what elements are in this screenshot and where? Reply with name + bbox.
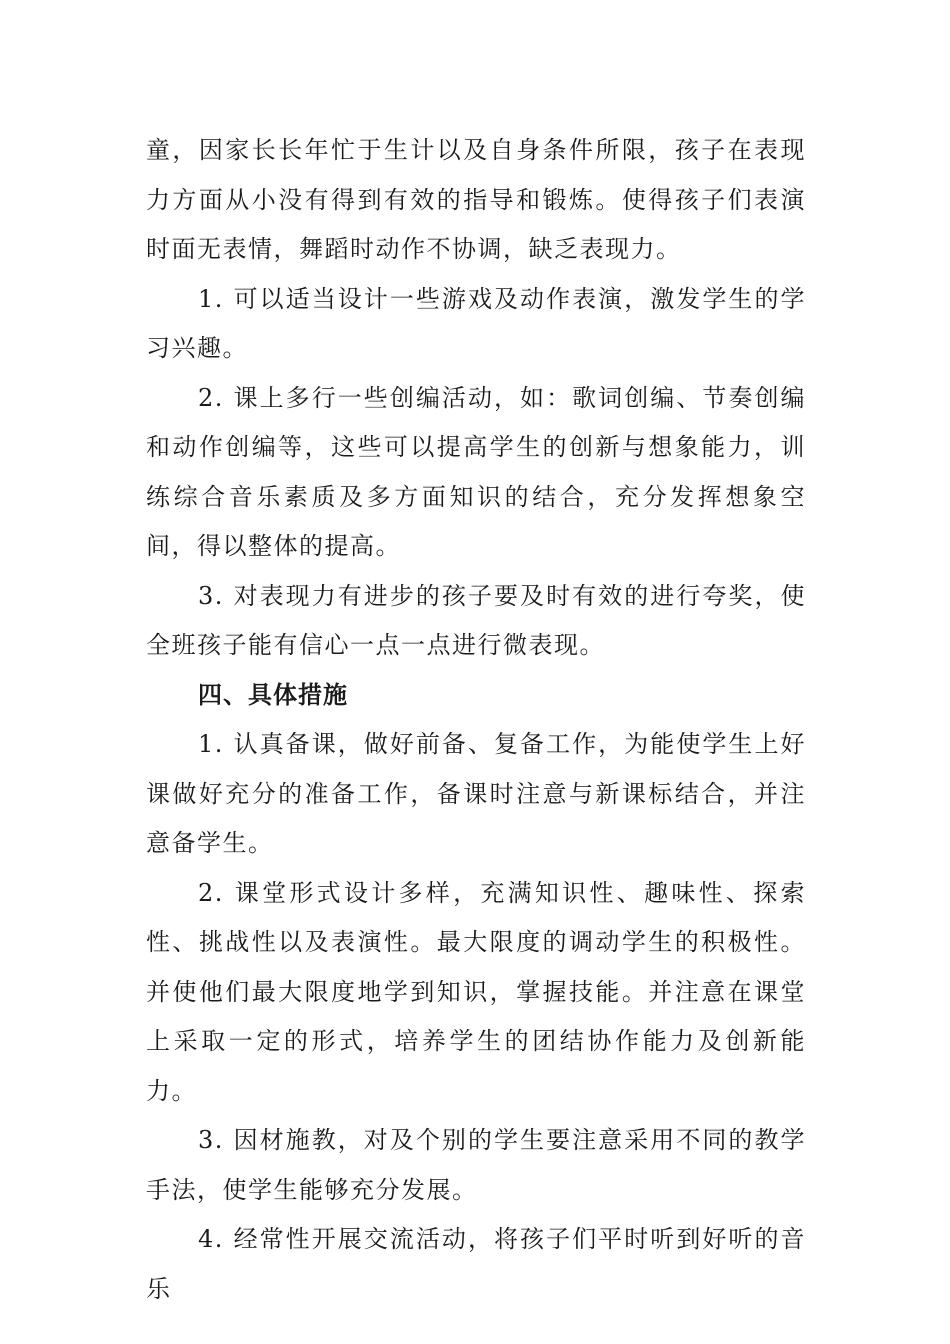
paragraph-measure-3: 3. 因材施教，对及个别的学生要注意采用不同的教学手法，使学生能够充分发展。	[146, 1126, 806, 1204]
paragraph-measure-2: 2. 课堂形式设计多样，充满知识性、趣味性、探索性、挑战性以及表演性。最大限度的调动学生的积极性。并使他们最大限度地学到知识，掌握技能。并注意在课堂上采取一定的形式，培养学生的团结协作能力及创新能力。	[146, 878, 806, 1105]
paragraph-suggestion-1: 1. 可以适当设计一些游戏及动作表演，激发学生的学习兴趣。	[146, 284, 806, 362]
paragraph-suggestion-2: 2. 课上多行一些创编活动，如：歌词创编、节奏创编和动作创编等，这些可以提高学生的创新与想象能力，训练综合音乐素质及多方面知识的结合，充分发挥想象空间，得以整体的提高。	[146, 383, 806, 560]
paragraph-continuation: 童，因家长长年忙于生计以及自身条件所限，孩子在表现力方面从小没有得到有效的指导和锻炼。使得孩子们表演时面无表情，舞蹈时动作不协调，缺乏表现力。	[146, 136, 806, 263]
document-page	[146, 126, 806, 1314]
paragraph-measure-1: 1. 认真备课，做好前备、复备工作，为能使学生上好课做好充分的准备工作，备课时注意与新课标结合，并注意备学生。	[146, 730, 806, 857]
section-heading: 四、具体措施	[198, 680, 348, 709]
paragraph-measure-4: 4. 经常性开展交流活动，将孩子们平时听到好听的音乐	[146, 1225, 806, 1303]
paragraph-suggestion-3: 3. 对表现力有进步的孩子要及时有效的进行夸奖，使全班孩子能有信心一点一点进行微表现。	[146, 581, 806, 659]
